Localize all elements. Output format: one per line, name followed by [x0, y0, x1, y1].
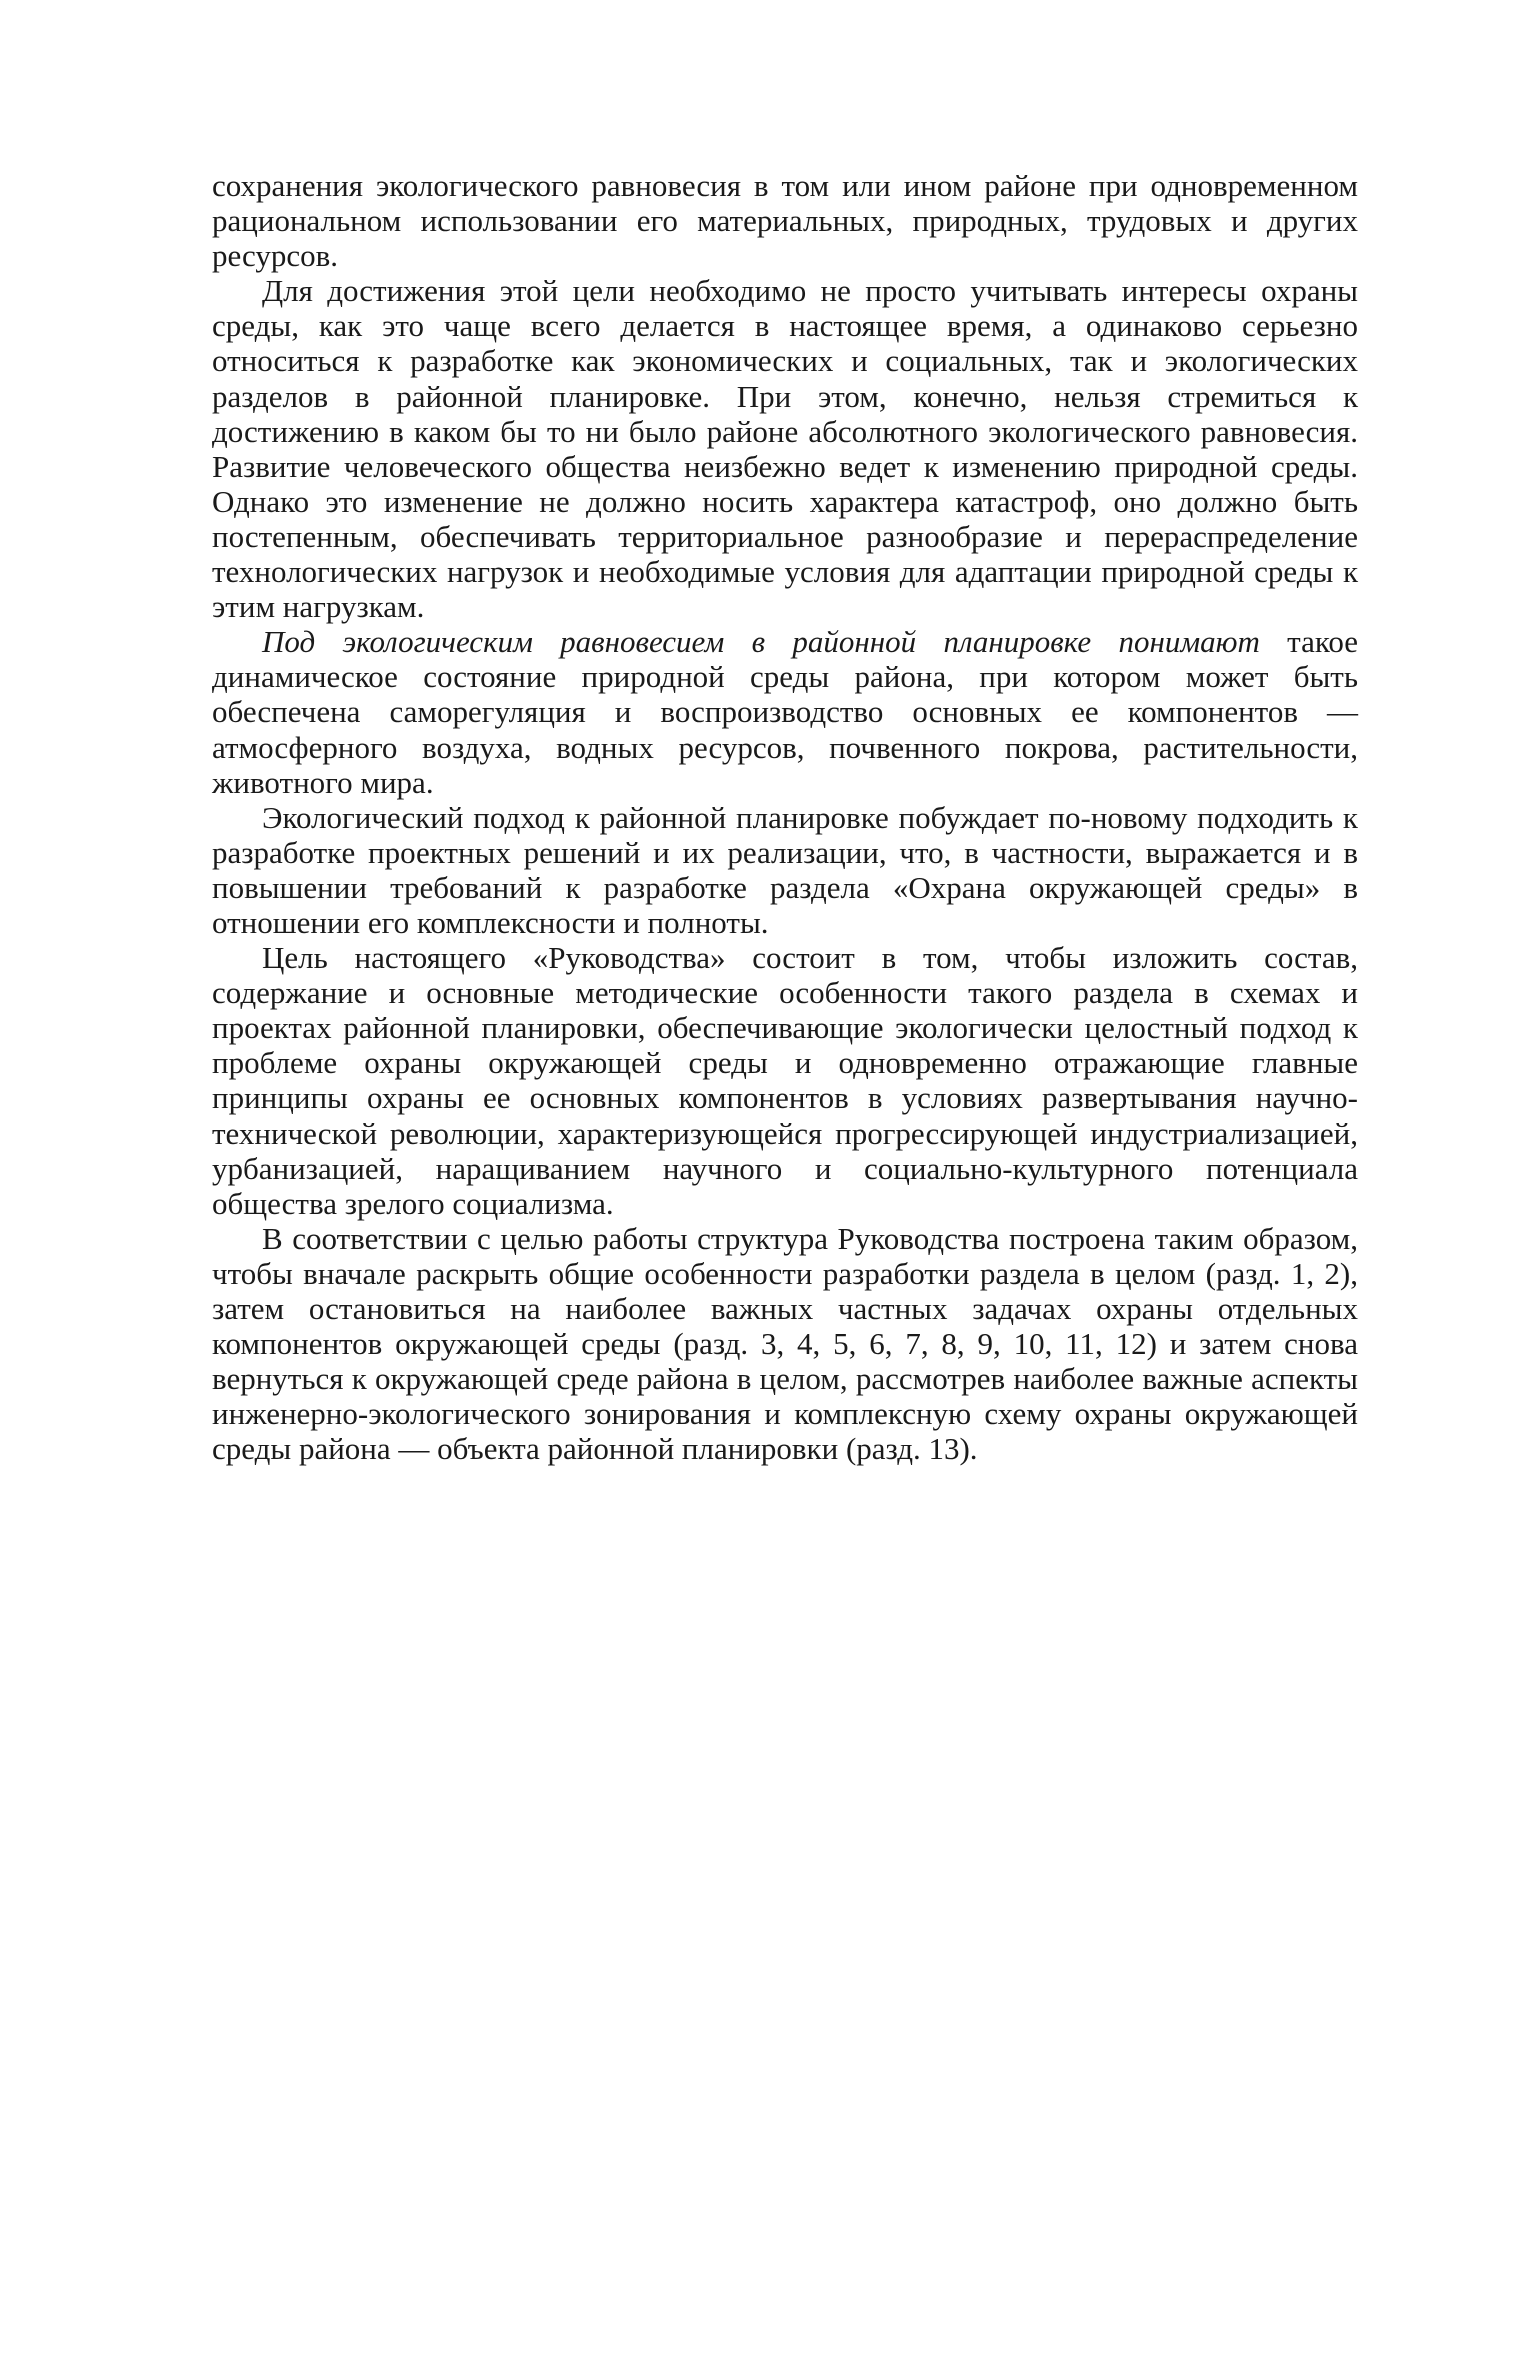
- paragraph-guide-purpose: Цель настоящего «Руководства» состоит в том, чтобы изложить состав, содержание и основные методические особенности такого раздела в схемах и проектах районной планировки, обеспечивающие экологически целостный подход к проблеме охраны окружающей среды и одновременно отражающие главные принципы охраны ее основных компонентов в условиях развертывания научно-технической революции, характеризующейся прогрессирующей индустриализацией, урбанизацией, наращиванием научного и социально-культурного потенциала общества зрелого социализма.: [212, 940, 1358, 1221]
- body-text: [212, 168, 1358, 1466]
- definition-text: такое динамическое состояние природной среды района, при котором может быть обеспечена саморегуляция и воспроизводство основных ее компонентов — атмосферного воздуха, водных ресурсов, почвенного покрова, растительности, животного мира.: [212, 624, 1358, 800]
- paragraph-ecological-approach: Экологический подход к районной планировке побуждает по-новому подходить к разработке проектных решений и их реализации, что, в частности, выражается и в повышении требований к разработке раздела «Охрана окружающей среды» в отношении его комплексности и полноты.: [212, 799, 1358, 940]
- italic-term: Под экологическим равновесием в районной планировке понимают: [262, 624, 1260, 660]
- paragraph-ecological-balance-definition: [212, 624, 1358, 799]
- paragraph-guide-structure: В соответствии с целью работы структура Руководства построена таким образом, чтобы вначале раскрыть общие особенности разработки раздела в целом (разд. 1, 2), затем остановиться на наиболее важных частных задачах охраны отдельных компонентов окружающей среды (разд. 3, 4, 5, 6, 7, 8, 9, 10, 11, 12) и затем снова вернуться к окружающей среде района в целом, рассмотрев наиболее важные аспекты инженерно-экологического зонирования и комплексную схему охраны окружающей среды района — объекта районной планировки (разд. 13).: [212, 1220, 1358, 1467]
- paragraph-continuation: сохранения экологического равновесия в том или ином районе при одновременном рациональном использовании его материальных, природных, трудовых и других ресурсов.: [212, 168, 1358, 274]
- paragraph-goal-achievement: Для достижения этой цели необходимо не просто учитывать интересы охраны среды, как это чаще всего делается в настоящее время, а одинаково серьезно относиться к разработке как экономических и социальных, так и экологических разделов в районной планировке. При этом, конечно, нельзя стремиться к достижению в каком бы то ни было районе абсолютного экологического равновесия. Развитие человеческого общества неизбежно ведет к изменению природной среды. Однако это изменение не должно носить характера катастроф, оно должно быть постепенным, обеспечивать территориальное разнообразие и перераспределение технологических нагрузок и необходимые условия для адаптации природной среды к этим нагрузкам.: [212, 273, 1358, 625]
